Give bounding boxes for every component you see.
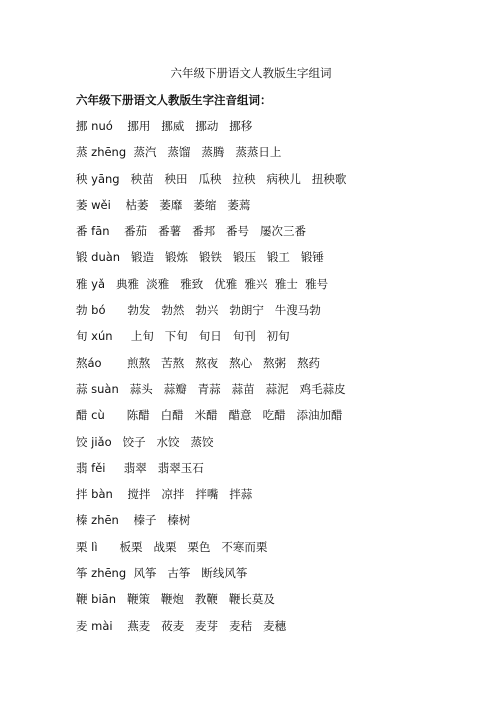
document-title: 六年级下册语文人教版生字组词	[170, 66, 332, 80]
word-entry-xun: 旬 xún 上旬 下旬 旬日 旬刊 初旬	[76, 329, 290, 344]
word-entry-ao: 熬áo 煎熬 苦熬 熬夜 熬心 熬粥 熬药	[76, 355, 321, 370]
word-entry-zheng-kite: 筝 zhēng 风筝 古筝 断线风筝	[76, 566, 248, 581]
word-entry-zhen: 榛 zhēn 榛子 榛树	[76, 513, 191, 528]
word-entry-bian: 鞭 biān 鞭策 鞭炮 教鞭 鞭长莫及	[76, 592, 275, 607]
word-entry-nuo: 挪 nuó 挪用 挪威 挪动 挪移	[76, 119, 253, 133]
word-list	[76, 117, 476, 643]
word-entry-duan: 锻 duàn 锻造 锻炼 锻铁 锻压 锻工 锻锤	[76, 250, 324, 265]
word-entry-ya: 雅 yǎ 典雅 淡雅 雅致 优雅 雅兴 雅士 雅号	[76, 276, 329, 291]
word-entry-jiao: 饺 jiǎo 饺子 水饺 蒸饺	[76, 434, 214, 449]
word-entry-ban: 拌 bàn 搅拌 凉拌 拌嘴 拌蒜	[76, 487, 253, 502]
word-entry-fan: 番 fān 番茄 番薯 番邦 番号 屡次三番	[76, 224, 307, 239]
word-entry-suan: 蒜 suàn 蒜头 蒜瓣 青蒜 蒜苗 蒜泥 鸡毛蒜皮	[76, 381, 346, 396]
word-entry-cu: 醋 cù 陈醋 白醋 米醋 醋意 吃醋 添油加醋	[76, 408, 343, 423]
word-entry-zheng: 蒸 zhēng 蒸汽 蒸馏 蒸腾 蒸蒸日上	[76, 145, 282, 160]
word-entry-li: 栗 lì 板栗 战栗 栗色 不寒而栗	[76, 539, 268, 554]
document-subtitle: 六年级下册语文人教版生字注音组词：	[76, 93, 272, 107]
word-entry-yang: 秧 yāng 秧苗 秧田 瓜秧 拉秧 病秧儿 扭秧歌	[76, 171, 347, 186]
word-entry-fei: 翡 fěi 翡翠 翡翠玉石	[76, 460, 204, 475]
word-entry-wei: 萎 wěi 枯萎 萎靡 萎缩 萎蔫	[76, 197, 251, 212]
word-entry-bo: 勃 bó 勃发 勃然 勃兴 勃朗宁 牛溲马勃	[76, 303, 321, 318]
word-entry-mai: 麦 mài 燕麦 莜麦 麦芽 麦秸 麦穗	[76, 618, 287, 633]
